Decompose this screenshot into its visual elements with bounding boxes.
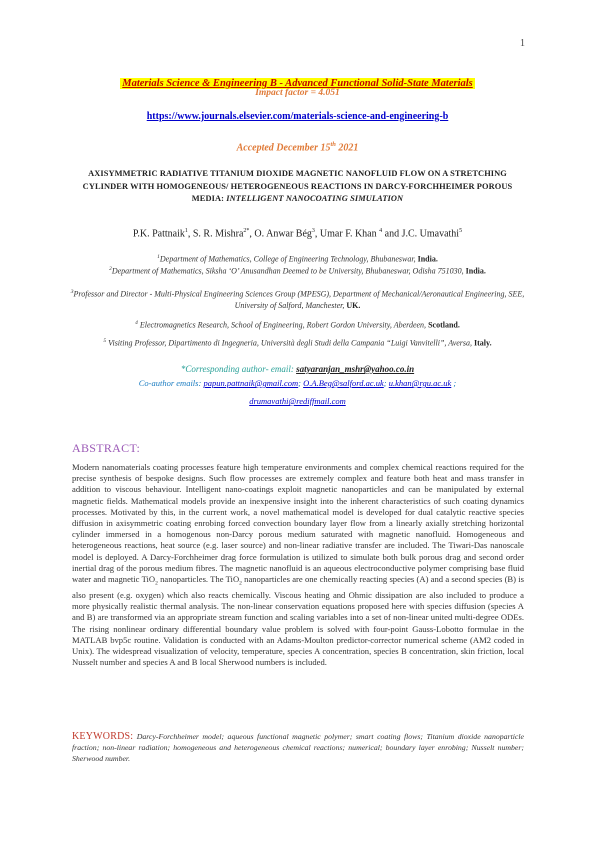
subscript: 2 bbox=[155, 580, 158, 587]
impact-factor: Impact factor = 4.051 bbox=[255, 88, 340, 98]
author-name: J.C. Umavathi bbox=[401, 228, 460, 240]
coauthor-email-link[interactable]: u.khan@rgu.ac.uk bbox=[388, 378, 452, 388]
abstract-text: Modern nanomaterials coating processes feature high temperature environments and complex chemical reactions required for the precise synthesis of bespoke designs. Such flow processes are extremely complex and feature both heat and mass transfer in addition to viscous behaviour. Intelligent nano-coatings exploit magnetic nanoparticles and can be manipulated by external magnetic fields. Mathematical models provide an inexpensive insight into the inherent characteristics of such coating dynamics processes. Motivated by this, in the current work, a novel mathematical model is developed for dual catalytic reactive species diffusion in axisymmetric coating enrobing forced convection boundary layer flow from a linearly axially stretching horizontal cylinder immersed in a homogenous non-Darcy porous medium saturated with magnetic nanofluid. Homogeneous and heterogeneous reactions, heat source (e.g. laser source) and non-linear radiative transfer are included. The Tiwari-Das nanoscale model is deployed. A Darcy-Forchheimer drag force formulation is utilized to simulate both bulk porous drag and second order inertial drag of the porous medium fibres. The magnetic nanofluid is an aqueous electroconductive polymer comprising base fluid water and magnetic TiO bbox=[72, 462, 524, 585]
subscript: 2 bbox=[239, 580, 242, 587]
paper-title bbox=[80, 168, 515, 206]
affiliation-sup: 3 bbox=[70, 289, 74, 295]
affiliation-2 bbox=[70, 264, 525, 277]
abstract-text: nanoparticles. The TiO bbox=[157, 574, 240, 585]
affiliation-country: India. bbox=[465, 266, 486, 276]
author-name: O. Anwar Bég bbox=[254, 228, 312, 240]
corresponding-author bbox=[0, 364, 595, 374]
journal-title[interactable]: Materials Science & Engineering B - Advanced Functional Solid-State Materials bbox=[122, 78, 473, 89]
paper-title-main: AXISYMMETRIC RADIATIVE TITANIUM DIOXIDE MAGNETIC NANOFLUID FLOW ON A STRETCHING CYLINDER WITH HOMOGENEOUS/ HETEROGENEOUS REACTIONS IN DARCY-FORCHHEIMER POROUS MEDIA: bbox=[82, 169, 513, 203]
author-sup: 2* bbox=[243, 228, 250, 234]
author-name: P.K. Pattnaik bbox=[132, 228, 185, 240]
affiliation-text: Department of Mathematics, College of Engineering Technology, Bhubaneswar, bbox=[159, 254, 418, 264]
affiliation-sup: 1 bbox=[157, 254, 160, 260]
corresponding-label: *Corresponding author- email: bbox=[180, 364, 297, 374]
author-sep: , bbox=[249, 228, 255, 240]
corresponding-email-link[interactable]: satyaranjan_mshr@yahoo.co.in bbox=[296, 364, 415, 374]
author-sep: , bbox=[187, 228, 193, 240]
abstract-heading: ABSTRACT: bbox=[72, 441, 141, 455]
coauthor-email-link[interactable]: O.A.Beg@salford.ac.uk bbox=[303, 378, 384, 388]
author-sup: 3 bbox=[311, 228, 315, 234]
affiliation-sup: 5 bbox=[103, 338, 107, 344]
affiliation-3 bbox=[70, 287, 525, 311]
author-sup: 5 bbox=[459, 228, 463, 234]
author-list bbox=[0, 228, 595, 239]
coauthor-email-link[interactable]: drumavathi@rediffmail.com bbox=[249, 396, 346, 406]
author-sep: and bbox=[382, 228, 402, 240]
author-sup: 4 bbox=[379, 228, 383, 234]
affiliation-country: UK. bbox=[346, 300, 361, 310]
affiliation-text: Visiting Professor, Dipartimento di Ingegneria, Università degli Studi della Campania “Luigi Vanvitelli”, Aversa, bbox=[106, 338, 475, 348]
abstract-body bbox=[72, 462, 524, 668]
affiliation-text: Electromagnetics Research, School of Engineering, Robert Gordon University, Aberdeen, bbox=[137, 320, 429, 330]
accepted-year: 2021 bbox=[335, 142, 359, 154]
accepted-date bbox=[0, 141, 595, 153]
affiliation-4 bbox=[70, 318, 525, 331]
affiliation-country: India. bbox=[417, 254, 438, 264]
abstract-text: nanoparticles are one chemically reacting species (A) and a second species (B) is also present (e.g. oxygen) which also reacts chemically. Viscous heating and Ohmic dissipation are also included to produce a more physically realistic thermal analysis. The non-linear conservation equations proposed here with species diffusion (species A and B) are transformed via an appropriate stream function and scaling variables into a set of non-linear united multi-degree ODEs. The rising nonlinear ordinary differential boundary value problem is solved with four-point Gauss-Lobotto formulae in the MATLAB bvp5c routine. Validation is conducted with an Adams-Moulton predictor-corrector numerical scheme (AM2 coded in Unix). The widespread visualization of velocity, temperature, species A concentration, species B concentration, skin friction, local Nusselt number and species A and B local Sherwood numbers is included. bbox=[72, 574, 524, 668]
author-sup: 1 bbox=[184, 228, 188, 234]
coauthor-label: Co-author emails: bbox=[138, 378, 204, 388]
author-name: S. R. Mishra bbox=[192, 228, 244, 240]
coauthor-emails: Co-author emails: papun.pattnaik@gmail.com; O.A.Beg@salford.ac.uk; u.khan@rgu.ac.uk ; bbox=[138, 378, 457, 388]
accepted-sup: th bbox=[330, 141, 336, 148]
page-number: 1 bbox=[520, 38, 525, 49]
keywords-label: KEYWORDS: bbox=[72, 731, 134, 742]
paper-title-italic: INTELLIGENT NANOCOATING SIMULATION bbox=[226, 194, 404, 203]
keywords bbox=[72, 731, 524, 765]
keywords-text: Darcy-Forchheimer model; aqueous functional magnetic polymer; smart coating flows; Titanium dioxide nanoparticle fraction; non-linear radiation; homogeneous and heterogeneous chemical reactions; numerical; boundary layer enrobing; Nusselt number; Sherwood number. bbox=[72, 732, 524, 764]
affiliation-sup: 2 bbox=[109, 266, 112, 272]
author-name: Umar F. Khan bbox=[319, 228, 380, 240]
affiliation-5 bbox=[70, 336, 525, 349]
affiliation-text: Professor and Director - Multi-Physical Engineering Sciences Group (MPESG), Department of Mechanical/Aeronautical Engineering, SEE, University of Salford, Manchester, bbox=[73, 289, 525, 310]
journal-url-link[interactable]: https://www.journals.elsevier.com/materials-science-and-engineering-b bbox=[146, 111, 449, 122]
affiliation-country: Scotland. bbox=[428, 320, 460, 330]
affiliation-sup: 4 bbox=[135, 320, 138, 326]
accepted-label: Accepted December 15 bbox=[236, 142, 331, 154]
author-sep: , bbox=[314, 228, 320, 240]
coauthor-email-link[interactable]: papun.pattnaik@gmail.com bbox=[203, 378, 299, 388]
affiliation-text: Department of Mathematics, Siksha ‘O’ Anusandhan Deemed to be University, Bhubaneswar, Odisha 751030, bbox=[111, 266, 466, 276]
affiliation-country: Italy. bbox=[474, 338, 492, 348]
affiliation-1 bbox=[70, 252, 525, 265]
